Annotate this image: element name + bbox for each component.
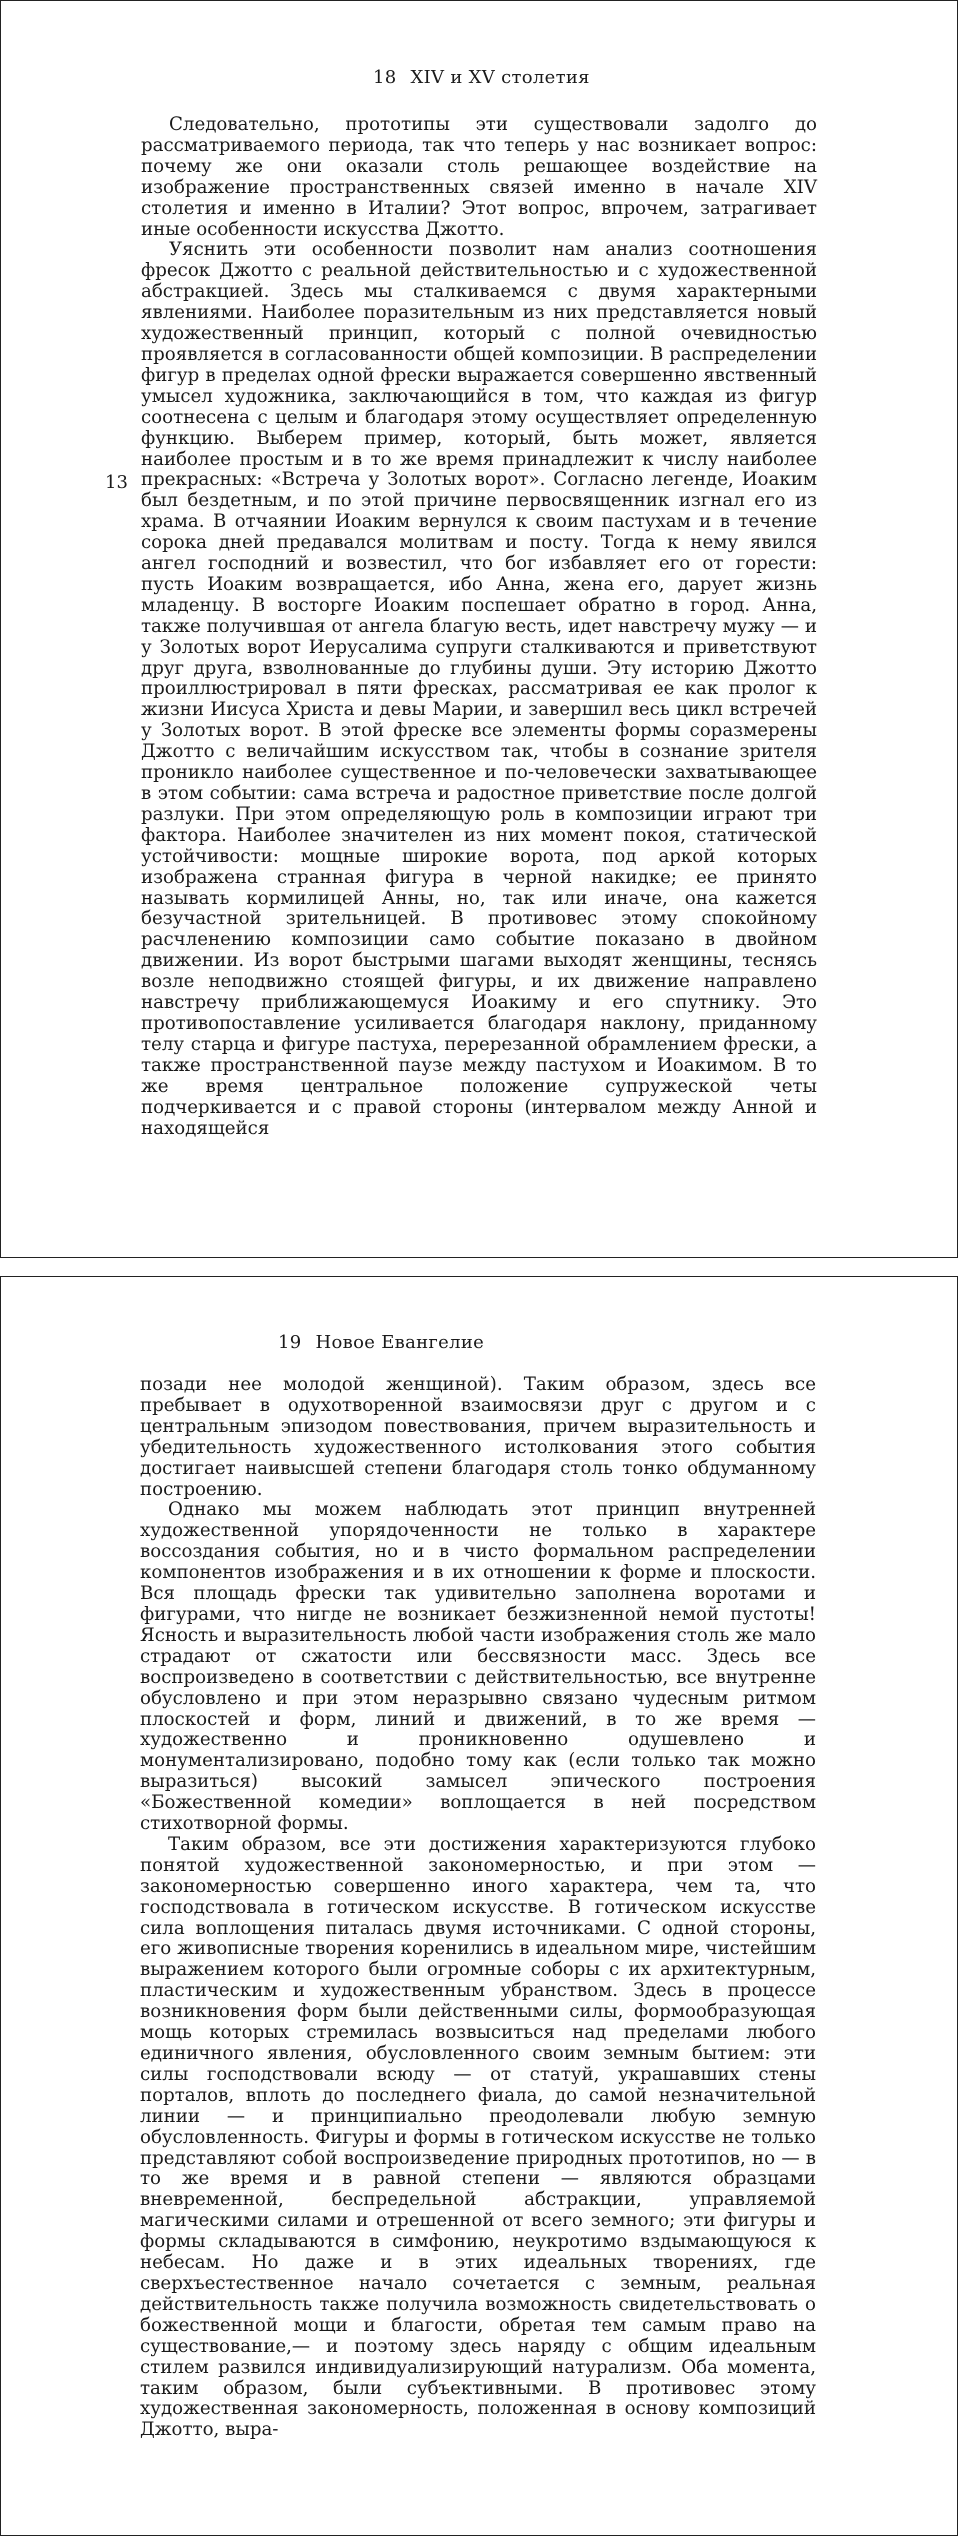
- body-text: [141, 115, 817, 1139]
- page-18: [0, 0, 958, 1258]
- page-number: 19: [278, 1332, 302, 1353]
- paragraph: Таким образом, все эти достижения характеризуются глубоко понятой художественной закономерностью, и при этом — закономерностью совершенно иного характера, чем та, что господствовала в готическом искусстве. В готическом искусстве сила воплощения питалась двумя источниками. С одной стороны, его живописные творения коренились в идеальном мире, чистейшим выражением которого были огромные соборы с их архитектурным, пластическим и художественным убранством. Здесь в процессе возникновения форм были действенными силы, формообразующая мощь которых стремилась возвыситься над пределами любого единичного явления, обусловленного своим земным бытием: эти силы господствовали всюду — от статуй, украшавших стены порталов, вплоть до последнего фиала, до самой незначительной линии — и принципиально преодолевали любую земную обусловленность. Фигуры и формы в готическом искусстве не только представляют собой воспроизведение природных прототипов, но — в то же время и в равной степени — являются образцами вневременной, беспредельной абстракции, управляемой магическими силами и отрешенной от всего земного; эти фигуры и формы складываются в симфонию, неукротимо вздымающуюся к небесам. Но даже и в этих идеальных творениях, где сверхъестественное начало сочетается с земным, реальная действительность также получила возможность свидетельствовать о божественной мощи и благости, обретая тем самым право на существование,— и поэтому здесь наряду с общим идеальным стилем развился индивидуализирующий натурализм. Оба момента, таким образом, были субъективными. В противовес этому художественная закономерность, положенная в основу композиций Джотто, выра-: [140, 1833, 816, 2441]
- running-head-title: XIV и XV столетия: [410, 67, 590, 88]
- paragraph: позади нее молодой женщиной). Таким образом, здесь все пребывает в одухотворенной взаимосвязи друг с другом и с центральным эпизодом повествования, причем выразительность и убедительность художественного истолкования этого события достигает наивысшей степени благодаря столь тонко обдуманному построению.: [140, 1374, 816, 1500]
- paragraph: Уяснить эти особенности позволит нам анализ соотношения фресок Джотто с реальной действительностью и с художественной абстракцией. Здесь мы сталкиваемся с двумя характерными явлениями. Наиболее поразительным из них представляется новый художественный принцип, который с полной очевидностью проявляется в согласованности общей композиции. В распределении фигур в пределах одной фрески выражается совершенно явственный умысел художника, заключающийся в том, что каждая из фигур соотнесена с целым и благодаря этому осуществляет определенную функцию. Выберем пример, который, быть может, является наиболее простым и в то же время принадлежит к числу наиболее прекрасных: «Встреча у Золотых ворот». Согласно легенде, Иоаким был бездетным, и по этой причине первосвященник изгнал его из храма. В отчаянии Иоаким вернулся к своим пастухам и в течение сорока дней предавался молитвам и посту. Тогда к нему явился ангел господний и возвестил, что бог избавляет его от горести: пусть Иоаким возвращается, ибо Анна, жена его, дарует жизнь младенцу. В восторге Иоаким поспешает обратно в город. Анна, также получившая от ангела благую весть, идет навстречу мужу — и у Золотых ворот Иерусалима супруги сталкиваются и приветствуют друг друга, взволнованные до глубины души. Эту историю Джотто проиллюстрировал в пяти фресках, рассматривая ее как пролог к жизни Иисуса Христа и девы Марии, и завершил весь цикл встречей у Золотых ворот. В этой фреске все элементы формы соразмерены Джотто с величайшим искусством так, чтобы в сознание зрителя проникло наиболее существенное и по-человечески захватывающее в этом событии: сама встреча и радостное приветствие после долгой разлуки. При этом определяющую роль в композиции играют три фактора. Наиболее значителен из них момент покоя, статической устойчивости: мощные широкие ворота, под аркой которых изображена странная фигура в черной накидке; ее принято называть кормилицей Анны, но, так или иначе, она кажется безучастной зрительницей. В противовес этому спокойному расчленению композиции само событие показано в двойном движении. Из ворот быстрыми шагами выходят женщины, теснясь возле неподвижно стоящей фигуры, и их движение направлено навстречу приближающемуся Иоакиму и его спутнику. Это противопоставление усиливается благодаря наклону, приданному телу старца и фигуре пастуха, перерезанной обрамлением фрески, а также пространственной паузе между пастухом и Иоакимом. В то же время центральное положение супружеской четы подчеркивается и с правой стороны (интервалом между Анной и находящейся: [141, 239, 817, 1139]
- running-head: [278, 1332, 484, 1353]
- page-gap: [0, 1258, 960, 1276]
- body-text: [140, 1375, 816, 2441]
- paragraph: Однако мы можем наблюдать этот принцип внутренней художественной упорядоченности не только в характере воссоздания события, но и в чисто формальном распределении компонентов изображения и в их отношении к форме и плоскости. Вся площадь фрески так удивительно заполнена воротами и фигурами, что нигде не возникает безжизненной немой пустоты! Ясность и выразительность любой части изображения столь же мало страдают от сжатости или бессвязности масс. Здесь все воспроизведено в соответствии с действительностью, все внутренне обусловлено и при этом неразрывно связано чудесным ритмом плоскостей и форм, линий и движений, в то же время — художественно и проникновенно одушевлено и монументализировано, подобно тому как (если только так можно выразиться) высокий замысел эпического построения «Божественной комедии» воплощается в ней посредством стихотворной формы.: [140, 1499, 816, 1835]
- page-number: 18: [373, 67, 397, 88]
- running-head: [373, 67, 590, 88]
- paragraph: Следовательно, прототипы эти существовали задолго до рассматриваемого периода, так что теперь у нас возникает вопрос: почему же они оказали столь решающее воздействие на изображение пространственных связей именно в начале XIV столетия и именно в Италии? Этот вопрос, впрочем, затрагивает иные особенности искусства Джотто.: [141, 114, 817, 240]
- running-head-title: Новое Евангелие: [315, 1332, 485, 1353]
- margin-number: 13: [105, 472, 128, 493]
